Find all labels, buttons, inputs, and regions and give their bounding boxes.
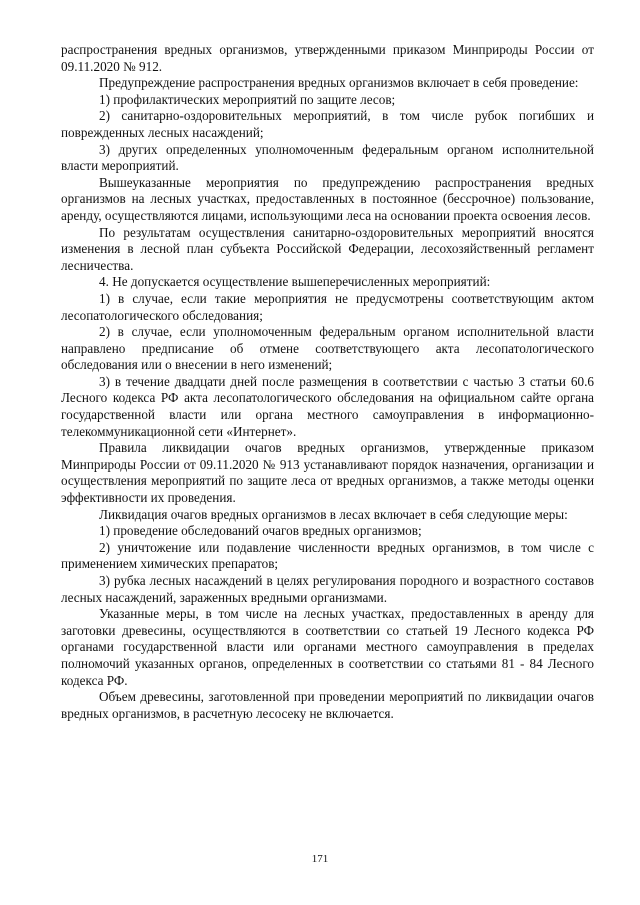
page-number: 171 — [311, 853, 329, 865]
document-body — [61, 42, 594, 722]
list-item-prevention-3: 3) других определенных уполномоченным федеральным органом исполнительной власти мероприятий. — [61, 141, 594, 174]
list-item-measure-1: 1) проведение обследований очагов вредных организмов; — [99, 523, 422, 539]
list-item-not-allowed-1: 1) в случае, если такие мероприятия не предусмотрены соответствующим актом лесопатологического обследования; — [61, 290, 594, 323]
paragraph-prevention-intro: Предупреждение распространения вредных организмов включает в себя проведение: — [99, 75, 579, 91]
paragraph-continuation: распространения вредных организмов, утвержденными приказом Минприроды России от 09.11.2020 № 912. — [61, 42, 594, 74]
paragraph-results: По результатам осуществления санитарно-оздоровительных мероприятий вносятся изменения в лесной план субъекта Российской Федерации, лесохозяйственный регламент лесничества. — [61, 224, 594, 273]
paragraph-not-allowed: 4. Не допускается осуществление вышеперечисленных мероприятий: — [99, 274, 491, 290]
list-item-not-allowed-3: 3) в течение двадцати дней после размещения в соответствии с частью 3 статьи 60.6 Лесного кодекса РФ акта лесопатологического обследования на официальном сайте органа государственной власти или органа местного самоуправления в информационно-телекоммуникационной сети «Интернет». — [61, 373, 594, 439]
list-item-not-allowed-2: 2) в случае, если уполномоченным федеральным органом исполнительной власти направлено предписание об отмене соответствующего акта лесопатологического обследования или о внесении в него изменений; — [61, 324, 594, 373]
list-item-prevention-2: 2) санитарно-оздоровительных мероприятий, в том числе рубок погибших и поврежденных лесных насаждений; — [61, 108, 594, 140]
paragraph-measures-implementation: Указанные меры, в том числе на лесных участках, предоставленных в аренду для заготовки древесины, осуществляются в соответствии со статьей 19 Лесного кодекса РФ органами государственной власти или органами местного самоуправления в пределах полномочий указанных органов, определенных в соответствии со статьями 81 - 84 Лесного кодекса РФ. — [61, 606, 594, 688]
paragraph-liquidation-rules: Правила ликвидации очагов вредных организмов, утвержденные приказом Минприроды России от 09.11.2020 № 913 устанавливают порядок назначения, организации и осуществления мероприятий по защите леса от вредных организмов, а также методы оценки эффективности их проведения. — [61, 440, 594, 506]
list-item-prevention-1: 1) профилактических мероприятий по защите лесов; — [99, 91, 396, 107]
list-item-measure-2: 2) уничтожение или подавление численности вредных организмов, в том числе с применением химических препаратов; — [61, 539, 594, 572]
paragraph-liquidation-measures: Ликвидация очагов вредных организмов в лесах включает в себя следующие меры: — [99, 506, 568, 522]
paragraph-lease-plots: Вышеуказанные мероприятия по предупреждению распространения вредных организмов на лесных участках, предоставленных в постоянное (бессрочное) пользование, аренду, осуществляются лицами, использующими леса на основании проекта освоения лесов. — [61, 174, 594, 223]
paragraph-wood-volume: Объем древесины, заготовленной при проведении мероприятий по ликвидации очагов вредных организмов, в расчетную лесосеку не включается. — [61, 689, 594, 721]
list-item-measure-3: 3) рубка лесных насаждений в целях регулирования породного и возрастного составов лесных насаждений, зараженных вредными организмами. — [61, 573, 594, 605]
